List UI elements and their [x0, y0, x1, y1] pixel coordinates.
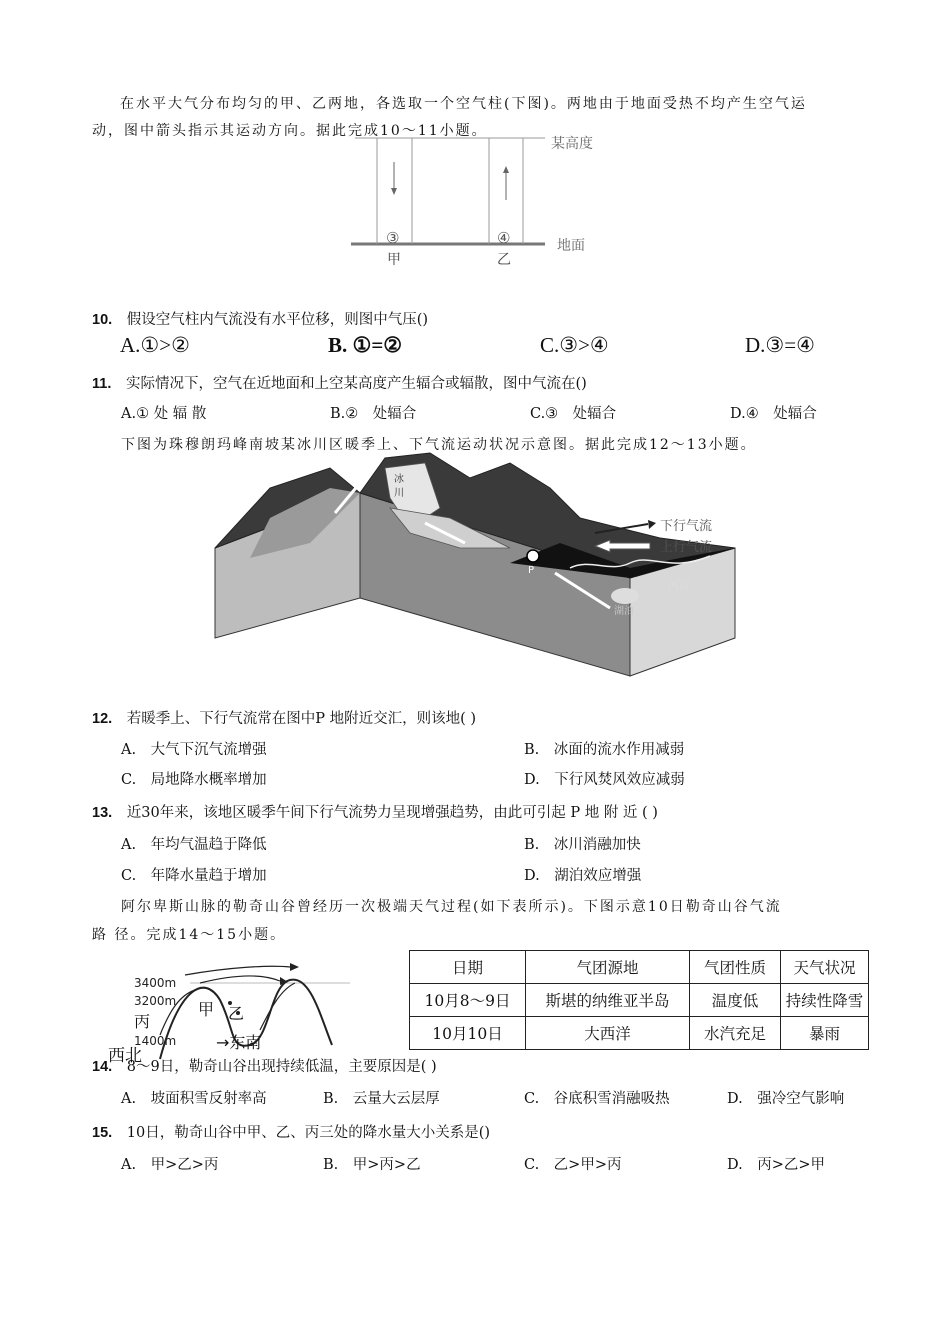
table-header: 日期: [410, 951, 526, 984]
intro-2: 下图为珠穆朗玛峰南坡某冰川区暖季上、下气流运动状况示意图。据此完成12～13小题。: [121, 437, 757, 453]
point-p-label: P: [528, 565, 535, 576]
table-cell: 水汽充足: [690, 1017, 781, 1050]
label-circled-3: ③: [386, 229, 400, 247]
intro-3-line-1: 阿尔卑斯山脉的勒奇山谷曾经历一次极端天气过程(如下表所示)。下图示意10日勒奇山谷气流: [121, 899, 782, 915]
glacier-label-2: 川: [394, 488, 404, 499]
question-text: 8～9日，勒奇山谷出现持续低温，主要原因是( ): [126, 1059, 437, 1075]
table-cell: 10月10日: [410, 1017, 526, 1050]
table-header-row: [410, 951, 869, 984]
label-northwest: 西北: [108, 1046, 142, 1066]
table-header: 气团性质: [690, 951, 781, 984]
alt-3200: 3200m: [134, 994, 177, 1008]
q13-option-c[interactable]: C. 年降水量趋于增加: [121, 868, 267, 884]
question-10: [92, 308, 428, 329]
label-jia: 甲: [387, 252, 401, 268]
legend-down-arrowhead-icon: [648, 520, 656, 529]
table-header: 天气状况: [781, 951, 869, 984]
label-southeast: →东南: [216, 1033, 262, 1052]
question-text: 10日，勒奇山谷中甲、乙、丙三处的降水量大小关系是(): [126, 1125, 491, 1141]
question-number: 10.: [92, 312, 113, 328]
question-text: 近30年来，该地区暖季午间下行气流势力呈现增强趋势，由此可引起 P 地 附 近 ( ): [126, 805, 658, 821]
question-text: 实际情况下，空气在近地面和上空某高度产生辐合或辐散，图中气流在(): [125, 376, 587, 392]
table-cell: 持续性降雪: [781, 984, 869, 1017]
down-arrow-icon: [391, 188, 397, 195]
q13-option-d[interactable]: D. 湖泊效应增强: [524, 868, 642, 884]
q15-option-b[interactable]: B. 甲>丙>乙: [323, 1157, 421, 1173]
air-column-figure: [345, 132, 605, 272]
q12-option-b[interactable]: B. 冰面的流水作用减弱: [524, 742, 685, 758]
glacier-diagram: [210, 448, 750, 678]
question-number: 15.: [92, 1125, 113, 1141]
label-bing: 丙: [134, 1012, 151, 1031]
question-number: 11.: [92, 376, 112, 392]
q11-option-c[interactable]: C.③ 处辐合: [530, 406, 617, 422]
q15-option-d[interactable]: D. 丙>乙>甲: [727, 1157, 826, 1173]
legend-down-label: 下行气流: [660, 519, 713, 534]
table-header: 气团源地: [526, 951, 690, 984]
point-p-marker: [527, 550, 539, 562]
question-text: 假设空气柱内气流没有水平位移，则图中气压(): [126, 312, 429, 328]
flow-arrowhead-top-icon: [290, 963, 299, 971]
q15-option-c[interactable]: C. 乙>甲>丙: [524, 1157, 622, 1173]
q14-option-d[interactable]: D. 强冷空气影响: [727, 1091, 845, 1107]
question-13: [92, 801, 658, 822]
q10-option-d[interactable]: D.③=④: [745, 333, 815, 357]
label-yi: 乙: [228, 1004, 245, 1023]
intro-1-line-2: 动，图中箭头指示其运动方向。据此完成10～11小题。: [92, 123, 488, 139]
q10-option-a[interactable]: A.①>②: [120, 333, 190, 357]
question-14: [92, 1055, 437, 1076]
label-circled-4: ④: [497, 229, 511, 247]
question-number: 13.: [92, 805, 113, 821]
q12-option-a[interactable]: A. 大气下沉气流增强: [121, 742, 267, 758]
label-southeast-text: 东南: [229, 1033, 262, 1052]
question-12: [92, 707, 476, 728]
q11-option-b[interactable]: B.② 处辐合: [330, 406, 417, 422]
intro-1-line-1: 在水平大气分布均匀的甲、乙两地，各选取一个空气柱(下图)。两地由于地面受热不均产生空气运: [120, 96, 807, 112]
q10-option-b[interactable]: B. ①=②: [328, 333, 403, 357]
q14-option-a[interactable]: A. 坡面积雪反射率高: [121, 1091, 267, 1107]
legend-up-label: 上行气流: [660, 540, 713, 555]
lake-label: 湖泊: [614, 606, 634, 617]
alt-1400: 1400m: [134, 1034, 177, 1048]
q15-option-a[interactable]: A. 甲>乙>丙: [121, 1157, 219, 1173]
q12-option-c[interactable]: C. 局地降水概率增加: [121, 772, 267, 788]
valley-airflow-figure: [100, 955, 390, 1067]
q13-option-b[interactable]: B. 冰川消融加快: [524, 837, 641, 853]
question-text: 若暖季上、下行气流常在图中P 地附近交汇，则该地( ): [126, 711, 477, 727]
question-number: 12.: [92, 711, 113, 727]
table-cell: 斯堪的纳维亚半岛: [526, 984, 690, 1017]
q13-option-a[interactable]: A. 年均气温趋于降低: [121, 837, 267, 853]
question-11: [92, 372, 587, 393]
table-row: [410, 1017, 869, 1050]
label-yi: 乙: [497, 252, 511, 268]
table-row: [410, 984, 869, 1017]
table-cell: 温度低: [690, 984, 781, 1017]
question-15: [92, 1121, 490, 1142]
table-cell: 10月8～9日: [410, 984, 526, 1017]
alt-3400: 3400m: [134, 976, 177, 990]
flow-path-top: [185, 966, 290, 975]
up-arrow-icon: [503, 166, 509, 173]
flow-path-right: [260, 983, 295, 1030]
q14-option-c[interactable]: C. 谷底积雪消融吸热: [524, 1091, 670, 1107]
table-cell: 大西洋: [526, 1017, 690, 1050]
q12-option-d[interactable]: D. 下行风焚风效应减弱: [524, 772, 685, 788]
q14-option-b[interactable]: B. 云量大云层厚: [323, 1091, 440, 1107]
intro-3-line-2: 路 径。完成14～15小题。: [92, 927, 287, 943]
label-jia: 甲: [198, 1000, 215, 1019]
glacier-label-1: 冰: [394, 474, 404, 485]
label-ground: 地面: [557, 238, 585, 254]
weather-table: [409, 950, 869, 1050]
table-cell: 暴雨: [781, 1017, 869, 1050]
label-some-height: 某高度: [551, 136, 593, 152]
river-label: 河流: [668, 578, 690, 591]
question-number: 14.: [92, 1059, 113, 1075]
flow-path-mid: [200, 976, 280, 983]
lake-shape: [611, 588, 639, 604]
q11-option-d[interactable]: D.④ 处辐合: [730, 406, 817, 422]
q10-option-c[interactable]: C.③>④: [540, 333, 609, 357]
q11-option-a[interactable]: A.① 处 辐 散: [121, 406, 207, 422]
